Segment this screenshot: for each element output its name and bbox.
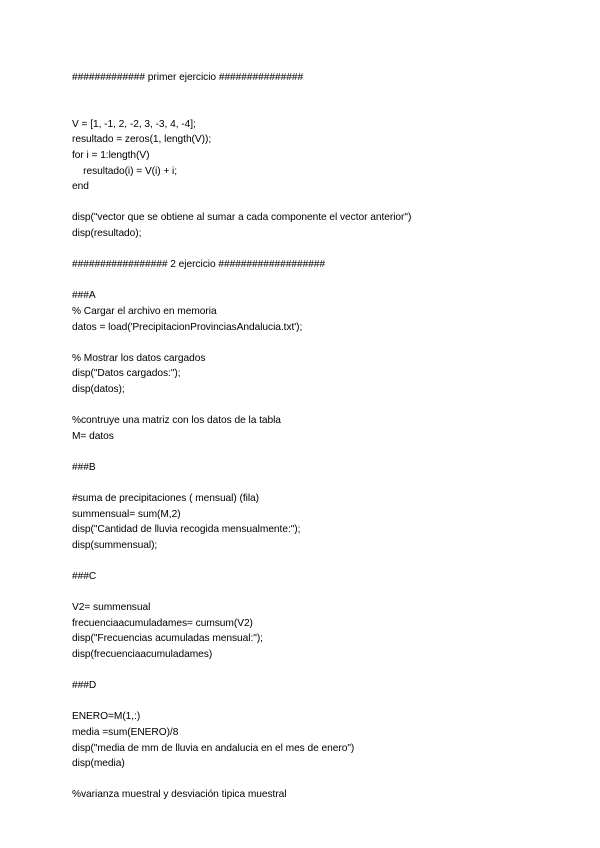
- comment-line: %varianza muestral y desviación tipica muestral: [72, 789, 287, 801]
- code-line: frecuenciaacumuladames= cumsum(V2): [72, 617, 253, 629]
- code-line: disp(datos);: [72, 383, 125, 395]
- blank-line: [72, 195, 572, 211]
- code-line: media =sum(ENERO)/8: [72, 726, 179, 738]
- code-line: disp(resultado);: [72, 227, 142, 239]
- blank-line: [72, 694, 572, 710]
- code-line: V = [1, -1, 2, -2, 3, -3, 4, -4];: [72, 118, 196, 130]
- code-line: datos = load('PrecipitacionProvinciasAndalucia.txt');: [72, 321, 303, 333]
- comment-line: % Mostrar los datos cargados: [72, 352, 206, 364]
- code-line: resultado(i) = V(i) + i;: [72, 165, 178, 177]
- blank-line: [72, 397, 572, 413]
- code-line: disp("Datos cargados:");: [72, 368, 181, 380]
- code-line: ENERO=M(1,:): [72, 711, 141, 723]
- blank-line: [72, 335, 572, 351]
- code-line: disp(summensual);: [72, 539, 158, 551]
- code-line: disp(media): [72, 758, 125, 770]
- code-line: V2= summensual: [72, 602, 151, 614]
- blank-line: [72, 553, 572, 569]
- code-line: disp("Frecuencias acumuladas mensual:");: [72, 633, 263, 645]
- blank-line: [72, 444, 572, 460]
- blank-line: [72, 101, 572, 117]
- blank-line: [72, 273, 572, 289]
- heading-2-ejercicio: ################# 2 ejercicio ###################: [72, 259, 326, 271]
- code-line: disp("Cantidad de lluvia recogida mensualmente:");: [72, 524, 301, 536]
- section-label-a: ###A: [72, 290, 96, 302]
- section-label-b: ###B: [72, 461, 96, 473]
- blank-line: [72, 475, 572, 491]
- comment-line: %contruye una matriz con los datos de la tabla: [72, 415, 281, 427]
- section-label-c: ###C: [72, 571, 97, 582]
- blank-line: [72, 86, 572, 102]
- code-line: end: [72, 181, 89, 193]
- heading-primer-ejercicio: ############# primer ejercicio ###############: [72, 72, 304, 83]
- code-line: summensual= sum(M,2): [72, 508, 181, 520]
- blank-line: [72, 663, 572, 679]
- code-line: disp("media de mm de lluvia en andalucia en el mes de enero"): [72, 742, 355, 754]
- code-line: for i = 1:length(V): [72, 149, 150, 161]
- comment-line: #suma de precipitaciones ( mensual) (fila): [72, 493, 260, 505]
- code-line: M= datos: [72, 430, 114, 442]
- comment-line: % Cargar el archivo en memoria: [72, 305, 217, 317]
- blank-line: [72, 772, 572, 788]
- code-line: resultado = zeros(1, length(V));: [72, 134, 212, 146]
- blank-line: [72, 585, 572, 601]
- code-line: disp("vector que se obtiene al sumar a cada componente el vector anterior"): [72, 212, 412, 224]
- section-label-d: ###D: [72, 680, 97, 692]
- code-line: disp(frecuenciaacumuladames): [72, 648, 213, 660]
- blank-line: [72, 242, 572, 258]
- code-listing: [72, 70, 572, 803]
